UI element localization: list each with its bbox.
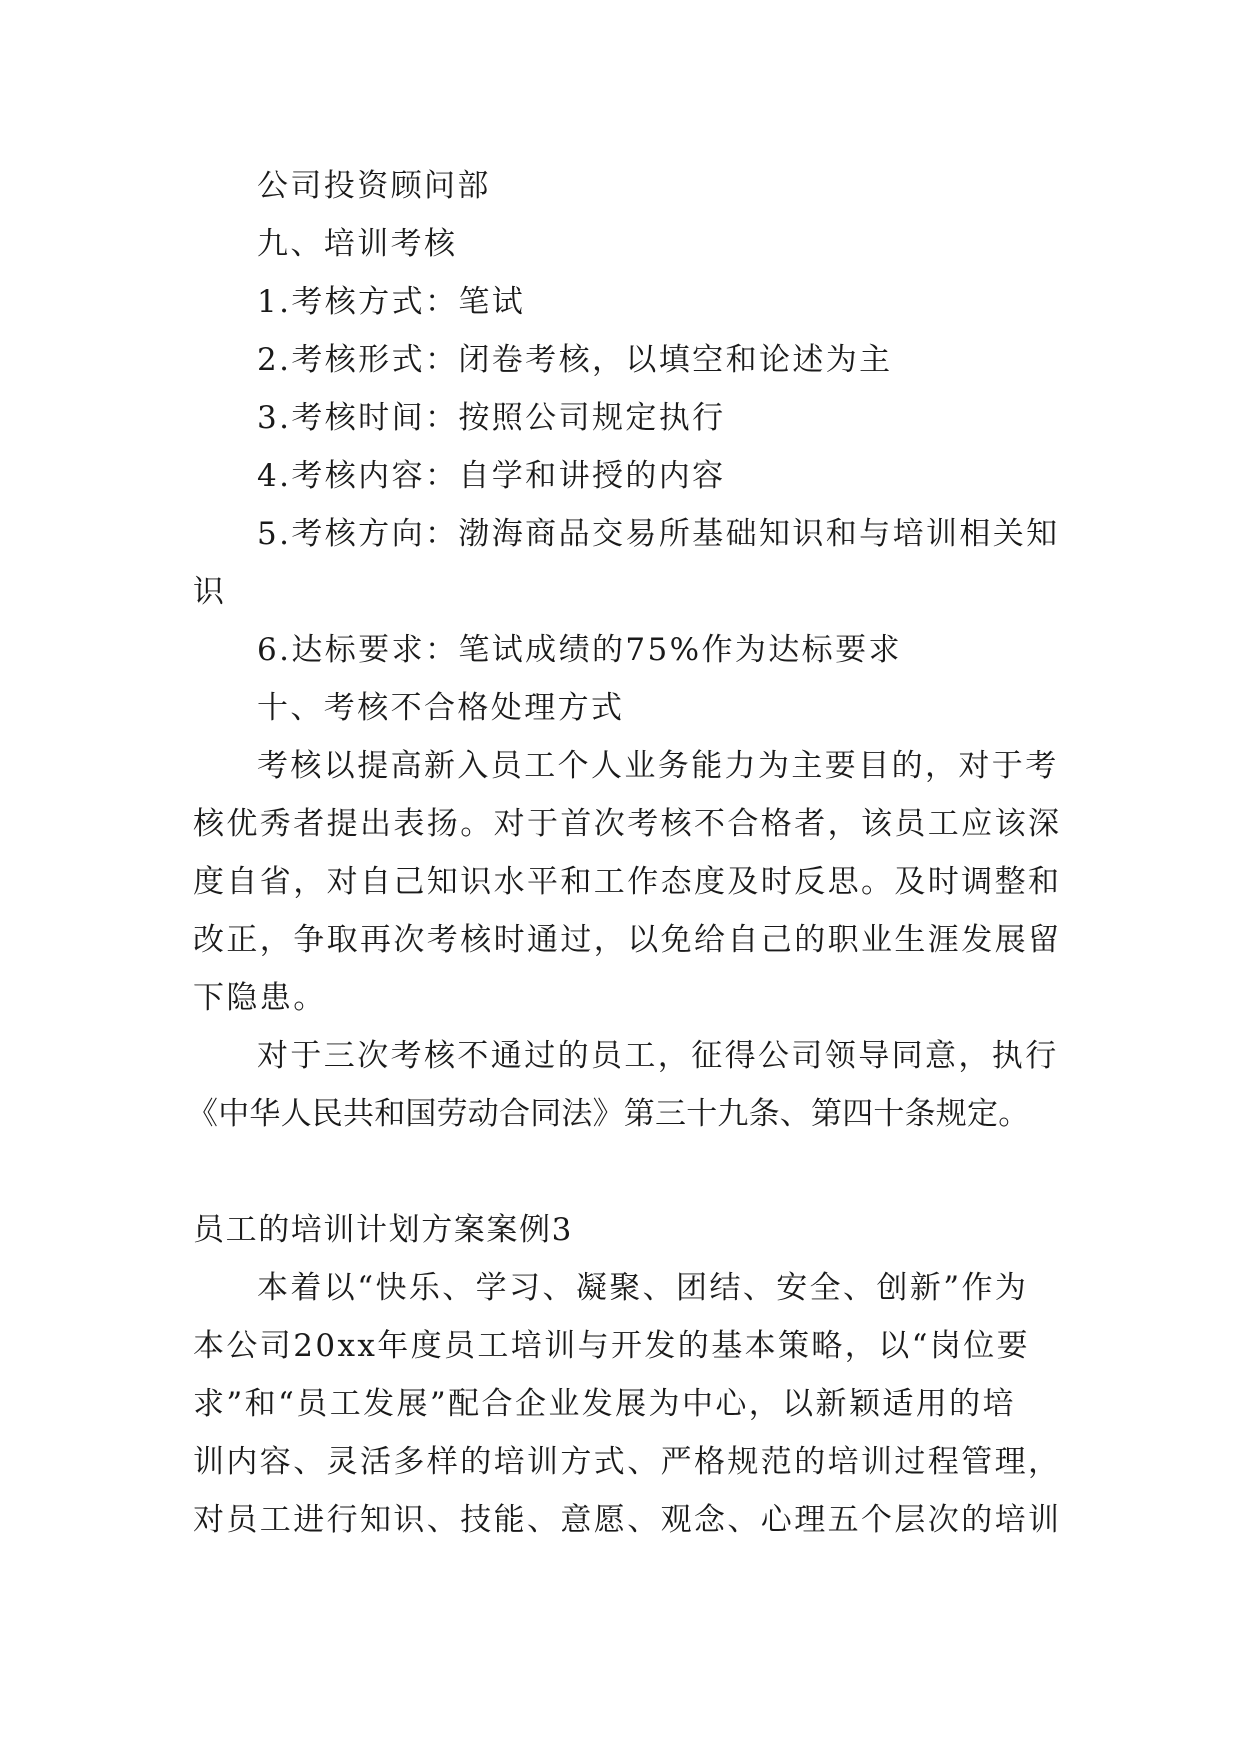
- section-heading-training-assessment: 九、培训考核: [257, 226, 458, 262]
- list-item: 2.考核形式：闭卷考核，以填空和论述为主: [257, 342, 893, 378]
- list-item-continuation: 识: [193, 574, 227, 610]
- paragraph-line: 对员工进行知识、技能、意愿、观念、心理五个层次的培训: [193, 1502, 1062, 1538]
- paragraph-three-failures: [187, 1027, 1065, 1143]
- list-item: 3.考核时间：按照公司规定执行: [257, 400, 726, 436]
- paragraph-line: 本着以“快乐、学习、凝聚、团结、安全、创新”作为: [257, 1270, 1029, 1306]
- paragraph-line: 求”和“员工发展”配合企业发展为中心，以新颖适用的培: [193, 1386, 1016, 1422]
- spacer: [193, 1143, 1065, 1201]
- list-item: 5.考核方向：渤海商品交易所基础知识和与培训相关知: [257, 516, 1060, 552]
- paragraph-line: 《中华人民共和国劳动合同法》第三十九条、第四十条规定。: [187, 1096, 1030, 1132]
- paragraph-training-strategy: [193, 1259, 1065, 1549]
- paragraph-line: 改正，争取再次考核时通过，以免给自己的职业生涯发展留: [193, 922, 1062, 958]
- paragraph-line: 对于三次考核不通过的员工，征得公司领导同意，执行: [257, 1038, 1059, 1074]
- department-line: 公司投资顾问部: [257, 168, 491, 204]
- case-title: 员工的培训计划方案案例3: [193, 1212, 573, 1248]
- paragraph-line: 度自省，对自己知识水平和工作态度及时反思。及时调整和: [193, 864, 1062, 900]
- list-item: 6.达标要求：笔试成绩的75%作为达标要求: [257, 632, 902, 668]
- paragraph-assessment-purpose: [193, 737, 1065, 1027]
- section-heading-failure-handling: 十、考核不合格处理方式: [257, 690, 625, 726]
- paragraph-line: 训内容、灵活多样的培训方式、严格规范的培训过程管理，: [193, 1444, 1062, 1480]
- paragraph-line: 下隐患。: [193, 980, 327, 1016]
- document-body: [187, 157, 1065, 1549]
- list-item: 4.考核内容：自学和讲授的内容: [257, 458, 726, 494]
- paragraph-line: 核优秀者提出表扬。对于首次考核不合格者，该员工应该深: [193, 806, 1062, 842]
- paragraph-line: 本公司20xx年度员工培训与开发的基本策略，以“岗位要: [193, 1328, 1031, 1364]
- list-item: 1.考核方式：笔试: [257, 284, 526, 320]
- paragraph-line: 考核以提高新入员工个人业务能力为主要目的，对于考: [257, 748, 1059, 784]
